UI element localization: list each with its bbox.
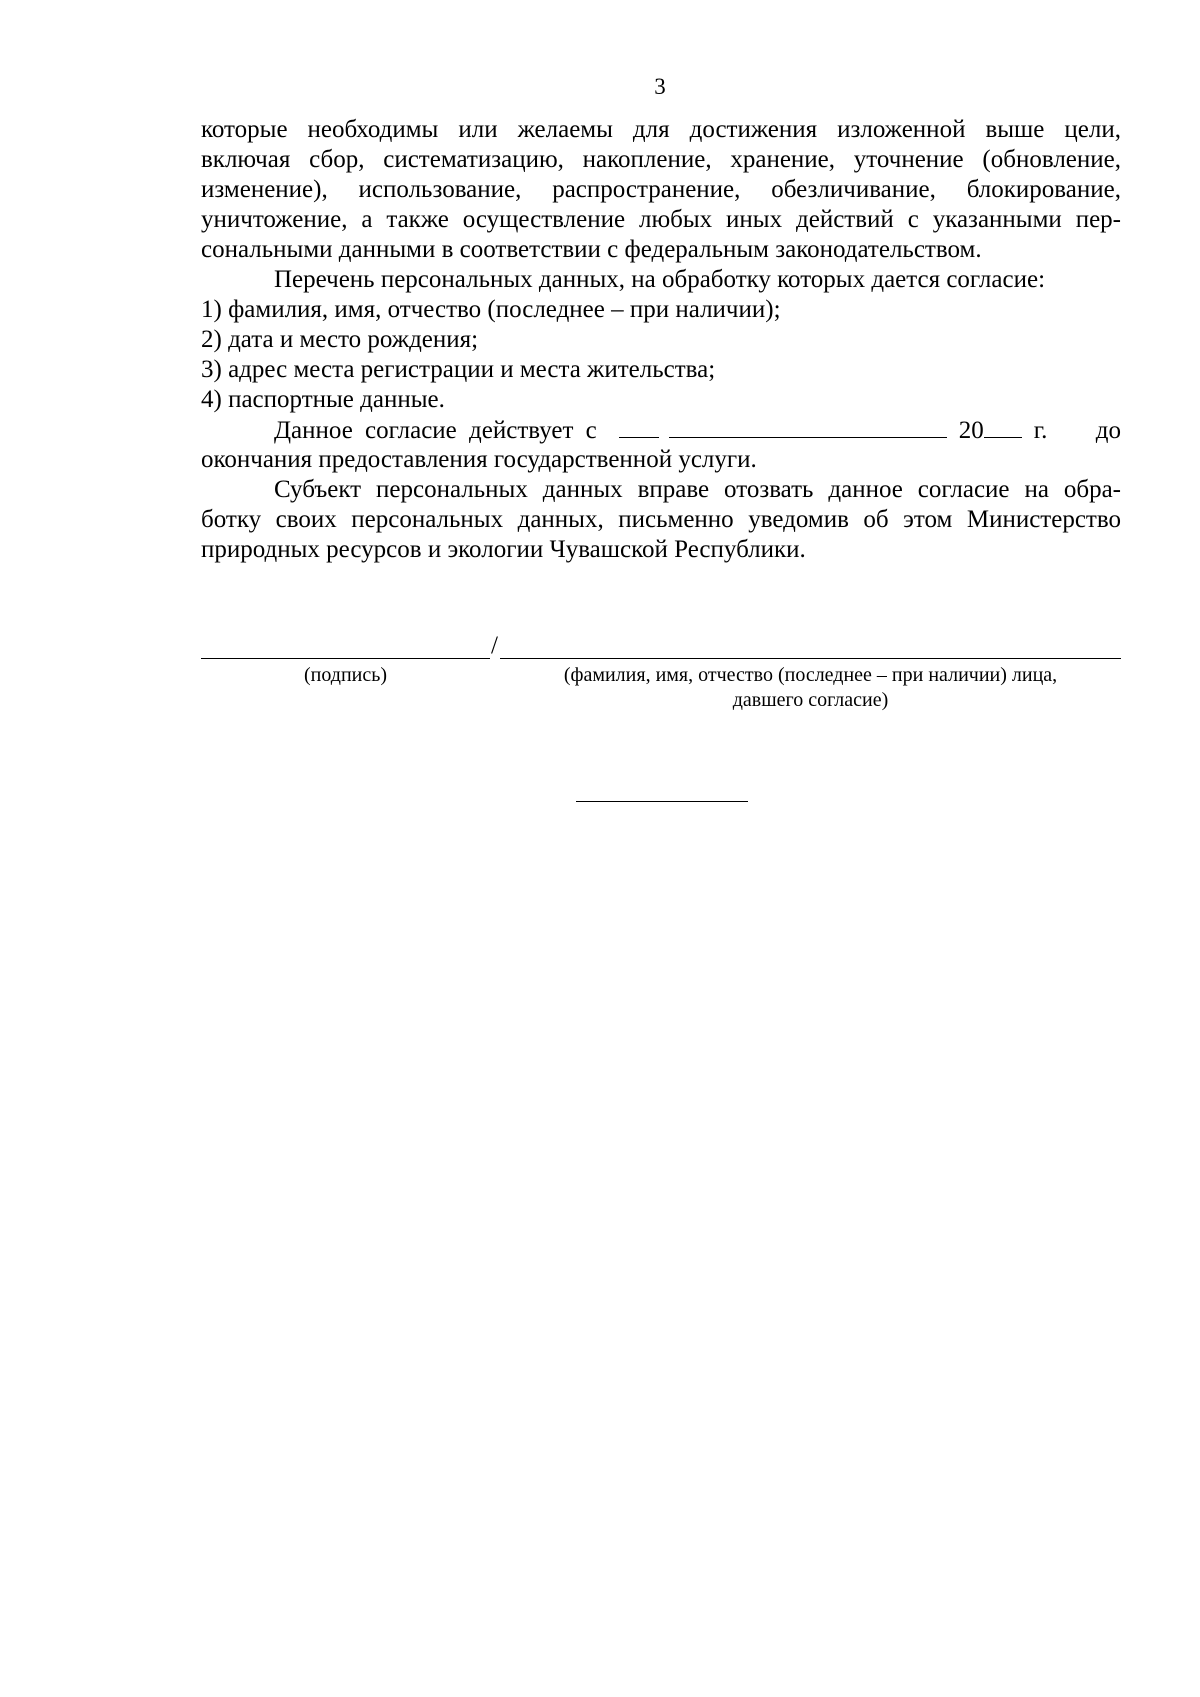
year-suffix: г. xyxy=(1033,417,1048,444)
day-blank-field[interactable] xyxy=(619,415,659,438)
text-line: уничтожение, а также осуществление любых иных действий с указанными пер- xyxy=(201,206,1121,233)
list-item: 1) фамилия, имя, отчество (последнее – при наличии); xyxy=(201,296,781,323)
until-word: до xyxy=(1095,417,1121,444)
text-line: Субъект персональных данных вправе отозвать данное согласие на обра- xyxy=(274,476,1121,503)
text-line: изменение), использование, распространение, обезличивание, блокирование, xyxy=(201,176,1121,203)
full-name-caption-line: давшего согласие) xyxy=(732,689,889,711)
document-body xyxy=(201,115,1121,565)
validity-second-line: окончания предоставления государственной услуги. xyxy=(201,446,757,473)
end-divider xyxy=(576,801,748,802)
full-name-caption xyxy=(500,663,1121,713)
signature-field[interactable] xyxy=(201,658,490,659)
full-name-caption-line: (фамилия, имя, отчество (последнее – при наличии) лица, xyxy=(563,664,1058,686)
text-line: которые необходимы или желаемы для достижения изложенной выше цели, xyxy=(201,116,1121,143)
text-line: включая сбор, систематизацию, накопление, хранение, уточнение (обновление, xyxy=(201,146,1121,173)
year-prefix: 20 xyxy=(958,417,984,444)
revocation-paragraph xyxy=(201,475,1121,565)
page-number: 3 xyxy=(654,74,666,99)
list-item: 4) паспортные данные. xyxy=(201,386,445,413)
text-line: сональными данными в соответствии с федеральным законодательством. xyxy=(201,236,982,263)
personal-data-list xyxy=(201,295,1121,415)
processing-actions-paragraph xyxy=(201,115,1121,265)
validity-prefix: Данное согласие действует с xyxy=(274,417,597,444)
month-blank-field[interactable] xyxy=(669,415,947,438)
signature-caption: (подпись) xyxy=(303,664,388,686)
validity-line xyxy=(201,415,1121,445)
text-line: ботку своих персональных данных, письменно уведомив об этом Министерство xyxy=(201,506,1121,533)
full-name-field[interactable] xyxy=(500,658,1121,659)
list-item: 2) дата и место рождения; xyxy=(201,326,479,353)
text-line: природных ресурсов и экологии Чувашской Республики. xyxy=(201,536,806,563)
list-item: 3) адрес места регистрации и места жительства; xyxy=(201,356,716,383)
year-blank-field[interactable] xyxy=(984,415,1022,438)
signature-separator: / xyxy=(491,632,498,659)
list-intro: Перечень персональных данных, на обработку которых дается согласие: xyxy=(274,266,1046,293)
